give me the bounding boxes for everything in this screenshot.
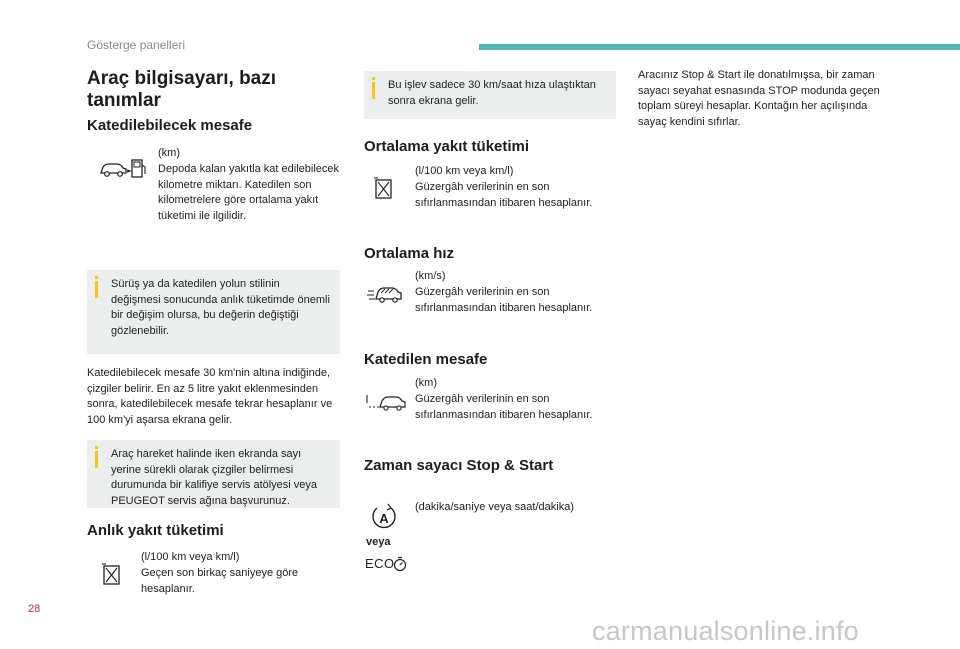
info-icon	[372, 82, 375, 99]
timer-icon	[393, 556, 407, 577]
instant-description: Geçen son birkaç saniyeye göre hesaplanır.	[141, 567, 299, 595]
info-note-text: Sürüş ya da katedilen yolun stilinin değişmesi sonucunda anlık tüketimde önemli bir değişim olursa, bu değerin değiştiği gözlenebilir.	[111, 278, 330, 337]
header-accent-bar	[479, 44, 960, 50]
distance-title: Katedilen mesafe	[364, 351, 488, 368]
svg-text:A: A	[379, 511, 389, 526]
instant-unit: (l/100 km veya km/l)	[141, 551, 240, 563]
distance-unit: (km)	[415, 377, 437, 389]
stopstart-unit: (dakika/saniye veya saat/dakika)	[415, 501, 574, 513]
fuel-consumption-icon	[373, 177, 395, 206]
avg-speed-unit: (km/s)	[415, 270, 446, 282]
info-note-text: Bu işlev sadece 30 km/saat hıza ulaştıktan sonra ekrana gelir.	[388, 79, 596, 107]
avg-speed-description: Güzergâh verilerinin en son sıfırlanmasından itibaren hesaplanır.	[415, 286, 593, 314]
distance-description: Güzergâh verilerinin en son sıfırlanmasından itibaren hesaplanır.	[415, 393, 593, 421]
info-icon	[95, 451, 98, 468]
info-note-consumption	[87, 270, 340, 354]
avg-consumption-unit: (l/100 km veya km/l)	[415, 165, 514, 177]
stopstart-paragraph: Aracınız Stop & Start ile donatılmışsa, bir zaman sayacı seyahat esnasında STOP modunda geçen toplam süreyi hesaplar. Kontağın her açılışında sayaç kendini sıfırlar.	[638, 69, 880, 128]
range-description: Depoda kalan yakıtla kat edilebilecek kilometre miktarı. Katedilen son kilometrelere göre ortalama yakıt tüketimi ile ilgilidir.	[158, 163, 340, 222]
range-paragraph: Katedilebilecek mesafe 30 km'nin altına indiğinde, çizgiler belirir. En az 5 litre yakıt eklenmesinden sonra, katedilebilecek mesafe tekrar hesaplanır ve 100 km'yi aşarsa ekrana gelir.	[87, 367, 333, 426]
range-unit: (km)	[158, 147, 180, 159]
page-title: Araç bilgisayarı, bazı tanımlar	[87, 68, 277, 111]
range-title: Katedilebilecek mesafe	[87, 117, 253, 134]
or-label: veya	[366, 536, 391, 548]
car-speed-icon	[367, 284, 403, 309]
fuel-consumption-icon	[101, 563, 123, 592]
avg-consumption-description: Güzergâh verilerinin en son sıfırlanmasından itibaren hesaplanır.	[415, 181, 593, 209]
stopstart-title: Zaman sayacı Stop & Start	[364, 457, 554, 474]
page-number: 28	[28, 603, 41, 615]
info-note-speed	[364, 71, 616, 119]
eco-label: ECO	[365, 556, 395, 571]
avg-consumption-title: Ortalama yakıt tüketimi	[364, 138, 530, 155]
info-note-text: Araç hareket halinde iken ekranda sayı yerine sürekli olarak çizgiler belirmesi durumunda bir kalifiye servis atölyesi veya PEUGEOT servis ağına başvurunuz.	[111, 448, 318, 507]
car-distance-icon	[366, 392, 406, 417]
car-fuel-pump-icon	[99, 158, 147, 185]
section-header: Gösterge panelleri	[87, 38, 186, 52]
info-note-service	[87, 440, 340, 508]
watermark: carmanualsonline.info	[592, 616, 859, 646]
stop-start-icon	[371, 502, 397, 537]
avg-speed-title: Ortalama hız	[364, 245, 455, 262]
info-icon	[95, 281, 98, 298]
instant-consumption-title: Anlık yakıt tüketimi	[87, 522, 224, 539]
